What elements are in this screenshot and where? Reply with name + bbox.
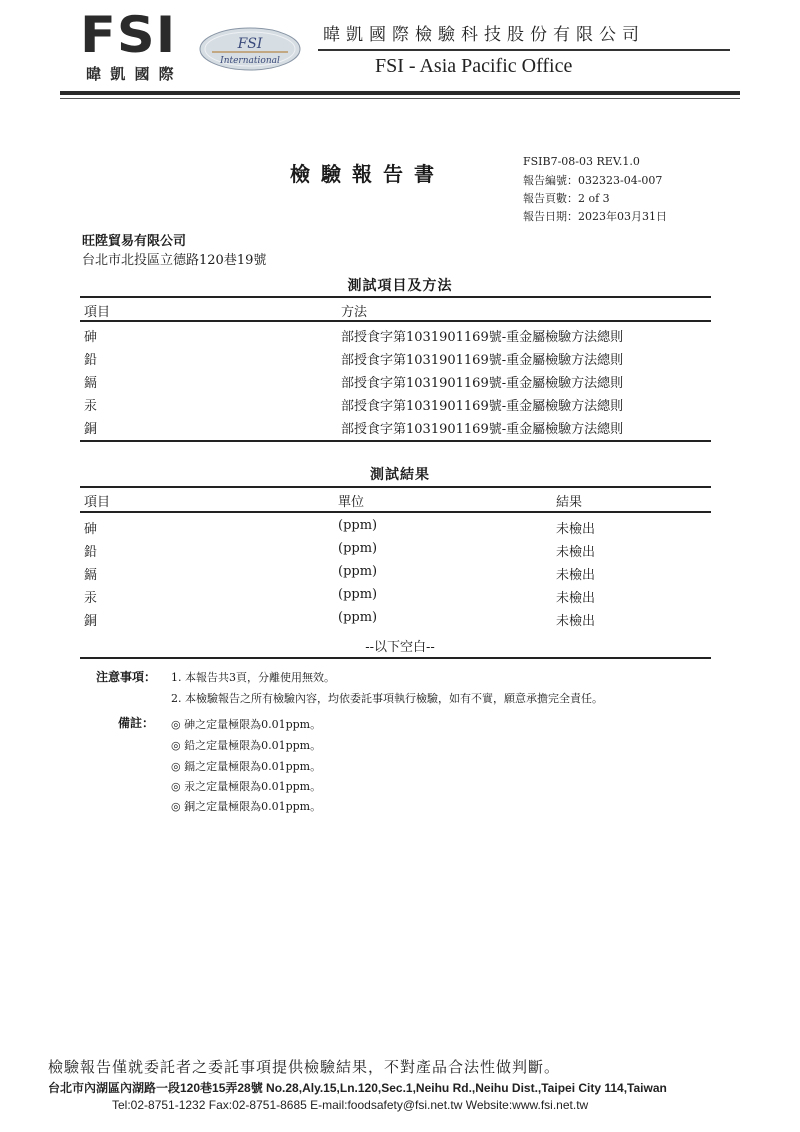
methods-method: 部授食字第1031901169號-重金屬檢驗方法總則 bbox=[341, 376, 624, 391]
company-name-chinese: 暐凱國際檢驗科技股份有限公司 bbox=[323, 25, 645, 45]
table-row bbox=[80, 369, 711, 391]
remark-item: ◎ 鉛之定量極限為0.01ppm。 bbox=[171, 739, 322, 752]
footer-disclaimer: 檢驗報告僅就委託者之委託事項提供檢驗結果，不對產品合法性做判斷。 bbox=[48, 1058, 561, 1076]
table-end-note: --以下空白-- bbox=[365, 640, 435, 655]
form-code: FSIB7-08-03 REV.1.0 bbox=[523, 155, 640, 168]
report-title: 檢驗報告書 bbox=[290, 162, 445, 186]
results-item: 銅 bbox=[84, 614, 98, 629]
table-row bbox=[80, 538, 711, 560]
methods-item: 鉛 bbox=[84, 353, 98, 368]
methods-item: 汞 bbox=[84, 399, 98, 414]
results-item: 鎘 bbox=[84, 568, 98, 583]
client-address: 台北市北投區立德路120巷19號 bbox=[82, 253, 267, 268]
methods-method: 部授食字第1031901169號-重金屬檢驗方法總則 bbox=[341, 330, 624, 345]
results-item: 鉛 bbox=[84, 545, 98, 560]
header-rule-thick bbox=[60, 91, 740, 95]
company-name-english: FSI - Asia Pacific Office bbox=[375, 55, 573, 77]
methods-item: 銅 bbox=[84, 422, 98, 437]
svg-text:FSI: FSI bbox=[237, 36, 263, 52]
methods-method: 部授食字第1031901169號-重金屬檢驗方法總則 bbox=[341, 399, 624, 414]
table-row bbox=[80, 515, 711, 537]
remarks-label: 備註： bbox=[118, 716, 155, 730]
report-number: 報告編號：032323-04-007 bbox=[523, 174, 663, 187]
results-header-row bbox=[80, 488, 711, 510]
footer-address: 台北市內湖區內湖路一段120巷15弄28號 No.28,Aly.15,Ln.120,Sec.1,Neihu Rd.,Neihu Dist.,Taipei City 114,Taiwan bbox=[48, 1081, 667, 1095]
methods-method: 部授食字第1031901169號-重金屬檢驗方法總則 bbox=[341, 422, 624, 437]
table-row bbox=[80, 584, 711, 606]
results-value: 未檢出 bbox=[556, 591, 596, 606]
methods-method: 部授食字第1031901169號-重金屬檢驗方法總則 bbox=[341, 353, 624, 368]
fsi-international-logo bbox=[198, 26, 302, 72]
methods-header-rule bbox=[80, 320, 711, 322]
table-row bbox=[80, 561, 711, 583]
svg-text:International: International bbox=[220, 56, 280, 66]
header-rule-thin bbox=[60, 98, 740, 99]
note-item: 2. 本檢驗報告之所有檢驗內容，均依委託事項執行檢驗，如有不實，願意承擔完全責任。 bbox=[171, 692, 603, 705]
results-value: 未檢出 bbox=[556, 614, 596, 629]
table-row bbox=[80, 607, 711, 629]
remark-item: ◎ 砷之定量極限為0.01ppm。 bbox=[171, 718, 322, 731]
results-value: 未檢出 bbox=[556, 545, 596, 560]
methods-bottom-rule bbox=[80, 440, 711, 442]
client-name: 旺陞貿易有限公司 bbox=[82, 234, 187, 249]
remark-item: ◎ 銅之定量極限為0.01ppm。 bbox=[171, 800, 322, 813]
table-row bbox=[80, 346, 711, 368]
results-header-result: 結果 bbox=[556, 495, 583, 510]
report-pages: 報告頁數：2 of 3 bbox=[523, 192, 610, 205]
note-item: 1. 本報告共3頁，分離使用無效。 bbox=[171, 671, 335, 684]
remark-item: ◎ 汞之定量極限為0.01ppm。 bbox=[171, 780, 322, 793]
results-value: 未檢出 bbox=[556, 522, 596, 537]
methods-item: 砷 bbox=[84, 330, 98, 345]
methods-item: 鎘 bbox=[84, 376, 98, 391]
results-unit: (ppm) bbox=[338, 518, 378, 533]
company-divider bbox=[318, 49, 730, 51]
table-row bbox=[80, 415, 711, 437]
methods-section-title: 測試項目及方法 bbox=[347, 278, 453, 294]
fsi-logo-chinese: 暐 凱 國 際 bbox=[86, 65, 176, 83]
methods-header-row bbox=[80, 298, 711, 320]
results-unit: (ppm) bbox=[338, 587, 378, 602]
results-item: 砷 bbox=[84, 522, 98, 537]
results-unit: (ppm) bbox=[338, 541, 378, 556]
remark-item: ◎ 鎘之定量極限為0.01ppm。 bbox=[171, 760, 322, 773]
results-header-unit: 單位 bbox=[338, 495, 365, 510]
footer-contact: Tel:02-8751-1232 Fax:02-8751-8685 E-mail:foodsafety@fsi.net.tw Website:www.fsi.net.tw bbox=[112, 1098, 589, 1112]
table-row bbox=[80, 323, 711, 345]
methods-header-method: 方法 bbox=[341, 305, 368, 320]
results-unit: (ppm) bbox=[338, 564, 378, 579]
report-date: 報告日期：2023年03月31日 bbox=[523, 210, 667, 223]
methods-header-item: 項目 bbox=[84, 305, 111, 320]
results-unit: (ppm) bbox=[338, 610, 378, 625]
results-header-item: 項目 bbox=[84, 495, 111, 510]
results-value: 未檢出 bbox=[556, 568, 596, 583]
results-bottom-rule bbox=[80, 657, 711, 659]
results-header-rule bbox=[80, 511, 711, 513]
fsi-logo-text: FSI bbox=[80, 6, 177, 64]
results-section-title: 測試結果 bbox=[370, 467, 430, 483]
results-item: 汞 bbox=[84, 591, 98, 606]
notes-label: 注意事項： bbox=[96, 670, 157, 684]
table-row bbox=[80, 392, 711, 414]
